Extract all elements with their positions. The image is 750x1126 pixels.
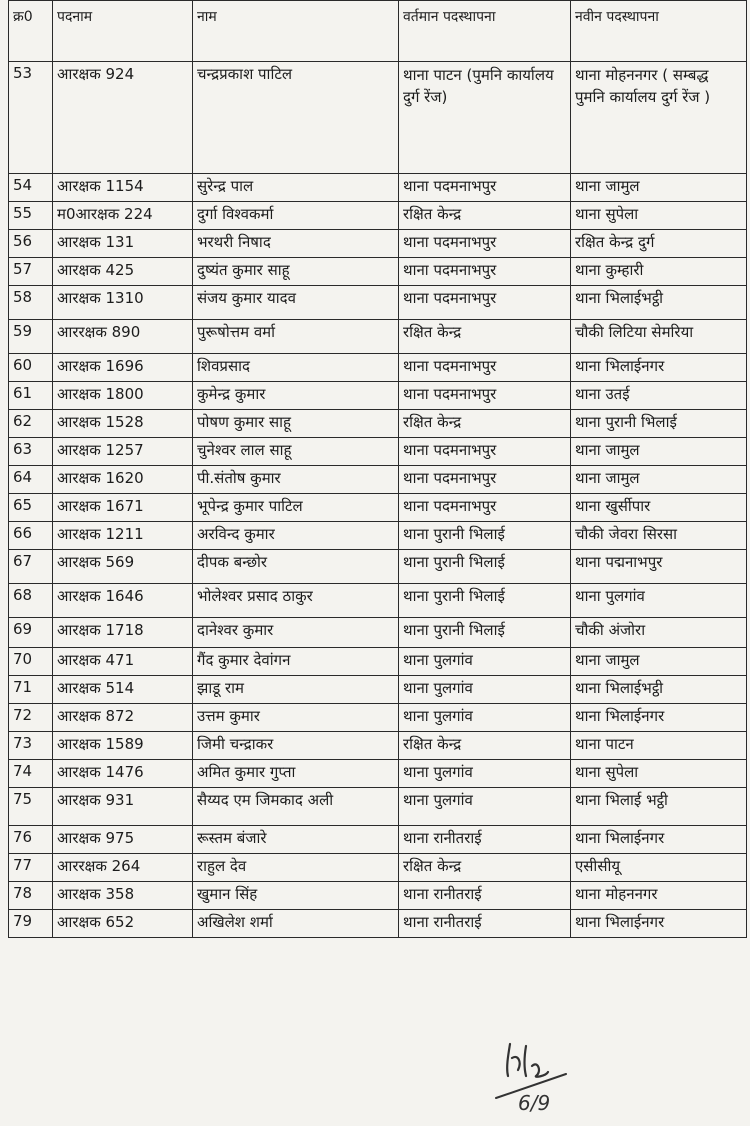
handwritten-signature [488, 1036, 578, 1116]
header-rank: पदनाम [53, 1, 193, 62]
row-name: झाडू राम [193, 676, 399, 704]
row-new-posting: थाना सुपेला [571, 202, 747, 230]
table-row [9, 438, 747, 466]
row-rank: आरक्षक 471 [53, 648, 193, 676]
row-new-posting: थाना जामुल [571, 648, 747, 676]
row-rank: आरक्षक 1211 [53, 522, 193, 550]
row-new-posting: एसीसीयू [571, 854, 747, 882]
row-sno: 65 [9, 494, 53, 522]
row-new-posting: थाना पाटन [571, 732, 747, 760]
table-row [9, 648, 747, 676]
row-current-posting: थाना पुलगांव [399, 788, 571, 826]
row-rank: आरक्षक 1800 [53, 382, 193, 410]
row-name: अरविन्द कुमार [193, 522, 399, 550]
table-row [9, 788, 747, 826]
table-header-row [9, 1, 747, 62]
table-row [9, 320, 747, 354]
header-new-posting: नवीन पदस्थापना [571, 1, 747, 62]
row-current-posting: थाना रानीतराई [399, 826, 571, 854]
row-name: गैंद कुमार देवांगन [193, 648, 399, 676]
row-current-posting: थाना पुलगांव [399, 648, 571, 676]
table-row [9, 494, 747, 522]
row-name: खुमान सिंह [193, 882, 399, 910]
table-row [9, 354, 747, 382]
row-current-posting: थाना पदमनाभपुर [399, 466, 571, 494]
row-name: उत्तम कुमार [193, 704, 399, 732]
row-rank: आरक्षक 1528 [53, 410, 193, 438]
row-current-posting: रक्षित केन्द्र [399, 732, 571, 760]
row-sno: 57 [9, 258, 53, 286]
row-rank: आरक्षक 931 [53, 788, 193, 826]
row-sno: 59 [9, 320, 53, 354]
row-rank: आरक्षक 425 [53, 258, 193, 286]
header-name: नाम [193, 1, 399, 62]
table-row [9, 618, 747, 648]
table-row [9, 230, 747, 258]
row-current-posting: थाना पदमनाभपुर [399, 230, 571, 258]
table-row [9, 258, 747, 286]
row-new-posting: थाना खुर्सीपार [571, 494, 747, 522]
row-new-posting: थाना जामुल [571, 466, 747, 494]
row-new-posting: चौकी अंजोरा [571, 618, 747, 648]
row-rank: आरक्षक 1646 [53, 584, 193, 618]
row-current-posting: थाना पुलगांव [399, 704, 571, 732]
row-name: पी.संतोष कुमार [193, 466, 399, 494]
row-current-posting: थाना पदमनाभपुर [399, 438, 571, 466]
row-rank: आरक्षक 514 [53, 676, 193, 704]
row-name: भूपेन्द्र कुमार पाटिल [193, 494, 399, 522]
row-rank: आरक्षक 652 [53, 910, 193, 938]
row-name: कुमेन्द्र कुमार [193, 382, 399, 410]
row-current-posting: थाना पुलगांव [399, 760, 571, 788]
table-row [9, 910, 747, 938]
row-new-posting: थाना जामुल [571, 174, 747, 202]
row-sno: 73 [9, 732, 53, 760]
row-sno: 66 [9, 522, 53, 550]
row-name: सैय्यद एम जिमकाद अली [193, 788, 399, 826]
row-new-posting: थाना उतई [571, 382, 747, 410]
row-sno: 55 [9, 202, 53, 230]
row-name: जिमी चन्द्राकर [193, 732, 399, 760]
row-name: रूस्तम बंजारे [193, 826, 399, 854]
row-current-posting: थाना पुलगांव [399, 676, 571, 704]
row-new-posting: थाना सुपेला [571, 760, 747, 788]
row-rank: आरक्षक 358 [53, 882, 193, 910]
row-current-posting: थाना पदमनाभपुर [399, 258, 571, 286]
row-rank: आरक्षक 872 [53, 704, 193, 732]
row-sno: 54 [9, 174, 53, 202]
row-sno: 63 [9, 438, 53, 466]
table-row [9, 882, 747, 910]
transfer-table [8, 0, 747, 938]
row-sno: 61 [9, 382, 53, 410]
row-current-posting: थाना रानीतराई [399, 910, 571, 938]
row-name: दीपक बन्छोर [193, 550, 399, 584]
row-sno: 76 [9, 826, 53, 854]
table-row [9, 174, 747, 202]
table-row [9, 732, 747, 760]
row-rank: आरक्षक 131 [53, 230, 193, 258]
row-name: चन्द्रप्रकाश पाटिल [193, 62, 399, 174]
row-sno: 79 [9, 910, 53, 938]
table-row [9, 704, 747, 732]
row-rank: आरक्षक 1718 [53, 618, 193, 648]
row-current-posting: थाना पुरानी भिलाई [399, 522, 571, 550]
row-sno: 75 [9, 788, 53, 826]
row-new-posting: थाना पुलगांव [571, 584, 747, 618]
row-name: चुनेश्वर लाल साहू [193, 438, 399, 466]
row-current-posting: थाना पदमनाभपुर [399, 286, 571, 320]
row-name: पुरूषोत्तम वर्मा [193, 320, 399, 354]
row-sno: 74 [9, 760, 53, 788]
row-current-posting: रक्षित केन्द्र [399, 854, 571, 882]
table-row [9, 584, 747, 618]
row-new-posting: थाना भिलाईभट्ठी [571, 286, 747, 320]
row-new-posting: थाना भिलाईनगर [571, 354, 747, 382]
table-row [9, 286, 747, 320]
table-row [9, 854, 747, 882]
row-new-posting: थाना पुरानी भिलाई [571, 410, 747, 438]
row-new-posting: थाना भिलाईनगर [571, 704, 747, 732]
row-current-posting: थाना पुरानी भिलाई [399, 618, 571, 648]
row-current-posting: थाना पाटन (पुमनि कार्यालय दुर्ग रेंज) [399, 62, 571, 174]
header-sno: क्र0 [9, 1, 53, 62]
row-sno: 69 [9, 618, 53, 648]
row-new-posting: थाना पद्मनाभपुर [571, 550, 747, 584]
row-current-posting: थाना रानीतराई [399, 882, 571, 910]
row-current-posting: थाना पदमनाभपुर [399, 382, 571, 410]
row-rank: आरक्षक 1620 [53, 466, 193, 494]
row-new-posting: चौकी लिटिया सेमरिया [571, 320, 747, 354]
row-new-posting: थाना मोहननगर [571, 882, 747, 910]
row-rank: आरक्षक 1671 [53, 494, 193, 522]
row-sno: 58 [9, 286, 53, 320]
row-rank: आररक्षक 264 [53, 854, 193, 882]
row-name: अखिलेश शर्मा [193, 910, 399, 938]
row-sno: 70 [9, 648, 53, 676]
row-sno: 53 [9, 62, 53, 174]
signature-date: 6/9 [518, 1091, 551, 1115]
row-name: दुष्यंत कुमार साहू [193, 258, 399, 286]
row-name: सुरेन्द्र पाल [193, 174, 399, 202]
row-sno: 72 [9, 704, 53, 732]
row-current-posting: थाना पुरानी भिलाई [399, 550, 571, 584]
row-rank: आरक्षक 1310 [53, 286, 193, 320]
table-row [9, 676, 747, 704]
header-current-posting: वर्तमान पदस्थापना [399, 1, 571, 62]
row-new-posting: चौकी जेवरा सिरसा [571, 522, 747, 550]
row-new-posting: थाना भिलाईनगर [571, 910, 747, 938]
row-rank: म0आरक्षक 224 [53, 202, 193, 230]
table-row [9, 410, 747, 438]
table-row [9, 382, 747, 410]
row-new-posting: थाना मोहननगर ( सम्बद्ध पुमनि कार्यालय दुर्ग रेंज ) [571, 62, 747, 174]
row-rank: आरक्षक 1154 [53, 174, 193, 202]
row-new-posting: थाना जामुल [571, 438, 747, 466]
table-row [9, 760, 747, 788]
row-sno: 64 [9, 466, 53, 494]
table-row [9, 202, 747, 230]
row-rank: आरक्षक 975 [53, 826, 193, 854]
row-name: संजय कुमार यादव [193, 286, 399, 320]
row-sno: 56 [9, 230, 53, 258]
row-current-posting: थाना पदमनाभपुर [399, 354, 571, 382]
table-row [9, 550, 747, 584]
row-rank: आरक्षक 1696 [53, 354, 193, 382]
table-body [9, 62, 747, 938]
row-new-posting: थाना भिलाईभट्ठी [571, 676, 747, 704]
row-name: पोषण कुमार साहू [193, 410, 399, 438]
row-name: दुर्गा विश्वकर्मा [193, 202, 399, 230]
row-current-posting: रक्षित केन्द्र [399, 410, 571, 438]
table-row [9, 522, 747, 550]
row-sno: 77 [9, 854, 53, 882]
row-name: अमित कुमार गुप्ता [193, 760, 399, 788]
row-rank: आरक्षक 569 [53, 550, 193, 584]
row-new-posting: थाना कुम्हारी [571, 258, 747, 286]
row-rank: आरक्षक 1476 [53, 760, 193, 788]
row-name: राहुल देव [193, 854, 399, 882]
row-current-posting: रक्षित केन्द्र [399, 320, 571, 354]
row-name: शिवप्रसाद [193, 354, 399, 382]
row-sno: 78 [9, 882, 53, 910]
row-new-posting: रक्षित केन्द्र दुर्ग [571, 230, 747, 258]
row-name: दानेश्वर कुमार [193, 618, 399, 648]
row-sno: 62 [9, 410, 53, 438]
row-new-posting: थाना भिलाई भट्ठी [571, 788, 747, 826]
table-row [9, 466, 747, 494]
row-current-posting: थाना पुरानी भिलाई [399, 584, 571, 618]
row-current-posting: थाना पदमनाभपुर [399, 494, 571, 522]
row-name: भोलेश्वर प्रसाद ठाकुर [193, 584, 399, 618]
row-sno: 67 [9, 550, 53, 584]
row-rank: आरक्षक 924 [53, 62, 193, 174]
row-sno: 68 [9, 584, 53, 618]
row-current-posting: रक्षित केन्द्र [399, 202, 571, 230]
table-row [9, 62, 747, 174]
row-name: भरथरी निषाद [193, 230, 399, 258]
table-row [9, 826, 747, 854]
row-new-posting: थाना भिलाईनगर [571, 826, 747, 854]
row-rank: आरक्षक 1589 [53, 732, 193, 760]
row-current-posting: थाना पदमनाभपुर [399, 174, 571, 202]
row-rank: आररक्षक 890 [53, 320, 193, 354]
row-sno: 71 [9, 676, 53, 704]
row-sno: 60 [9, 354, 53, 382]
row-rank: आरक्षक 1257 [53, 438, 193, 466]
